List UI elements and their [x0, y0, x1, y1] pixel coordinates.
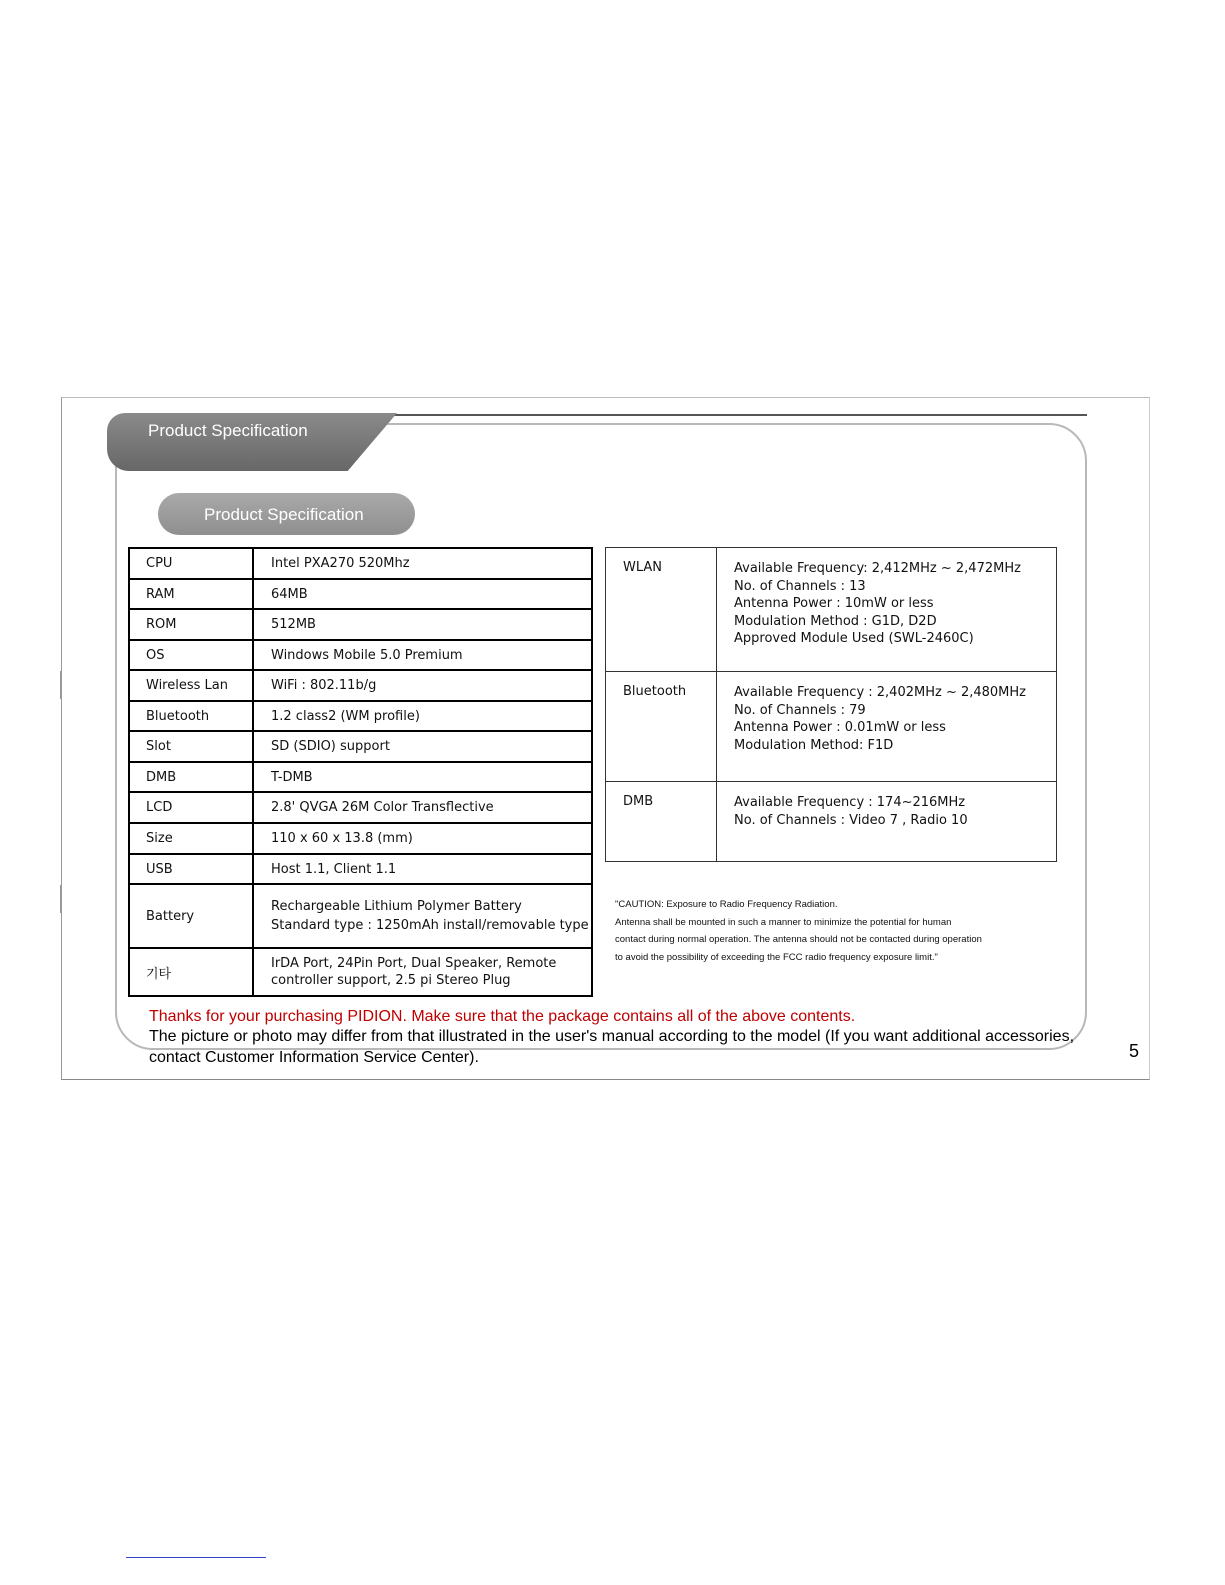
detail-line: No. of Channels : 13 — [734, 578, 866, 594]
spec-label: 기타 — [129, 948, 253, 996]
spec-value: 110 x 60 x 13.8 (mm) — [253, 823, 592, 854]
spec-label: ROM — [129, 609, 253, 640]
table-row — [129, 731, 592, 762]
caution-line: "CAUTION: Exposure to Radio Frequency Radiation. — [615, 899, 838, 910]
spec-label: RAM — [129, 579, 253, 609]
spec-label: Battery — [129, 884, 253, 948]
table-row — [606, 548, 1057, 672]
spec-value: IrDA Port, 24Pin Port, Dual Speaker, Remote controller support, 2.5 pi Stereo Plug — [253, 948, 592, 996]
radio-label: DMB — [606, 782, 717, 862]
table-row — [129, 548, 592, 579]
spec-value: Intel PXA270 520Mhz — [253, 548, 592, 579]
table-row — [129, 792, 592, 823]
spec-label: DMB — [129, 762, 253, 792]
detail-line: Antenna Power : 10mW or less — [734, 596, 934, 611]
table-row — [129, 640, 592, 670]
table-row — [129, 884, 592, 948]
radio-detail — [717, 672, 1057, 782]
spec-value: Windows Mobile 5.0 Premium — [253, 640, 592, 670]
table-row — [129, 579, 592, 609]
detail-line: No. of Channels : Video 7 , Radio 10 — [734, 812, 968, 828]
spec-label: CPU — [129, 548, 253, 579]
model-disclaimer: The picture or photo may differ from that illustrated in the user's manual according to the model (If you want additional accessories, contact Customer Information Service Center). — [149, 1028, 1075, 1066]
section-title: Product Specification — [204, 505, 364, 524]
spec-label: Size — [129, 823, 253, 854]
table-row — [129, 609, 592, 640]
spec-label: USB — [129, 854, 253, 884]
detail-line: Antenna Power : 0.01mW or less — [734, 720, 946, 735]
spec-value: WiFi : 802.11b/g — [253, 670, 592, 701]
table-row — [606, 782, 1057, 862]
detail-line: Modulation Method: F1D — [734, 737, 894, 753]
detail-line: Available Frequency : 174~216MHz — [734, 795, 966, 810]
detail-line: No. of Channels : 79 — [734, 702, 866, 718]
fcc-caution-note — [615, 896, 1030, 966]
spec-label: LCD — [129, 792, 253, 823]
spec-table — [128, 547, 593, 997]
table-row — [606, 672, 1057, 782]
spec-label: Slot — [129, 731, 253, 762]
table-row — [129, 948, 592, 996]
spec-value: 64MB — [253, 579, 592, 609]
caution-line: to avoid the possibility of exceeding the FCC radio frequency exposure limit." — [615, 951, 938, 963]
spec-value-line: Rechargeable Lithium Polymer Battery — [271, 899, 522, 914]
spec-value: Host 1.1, Client 1.1 — [253, 854, 592, 884]
detail-line: Modulation Method : G1D, D2D — [734, 613, 937, 629]
footer-underline — [126, 1557, 266, 1558]
spec-value: SD (SDIO) support — [253, 731, 592, 762]
radio-spec-table — [605, 547, 1057, 862]
spec-value: 2.8' QVGA 26M Color Transflective — [253, 792, 592, 823]
caution-line: Antenna shall be mounted in such a manner to minimize the potential for human — [615, 916, 952, 928]
spec-label: Wireless Lan — [129, 670, 253, 701]
radio-detail — [717, 548, 1057, 672]
spec-value-line: Standard type : 1250mAh install/removable type — [271, 918, 589, 933]
spec-value: T-DMB — [253, 762, 592, 792]
detail-line: Available Frequency : 2,402MHz ~ 2,480MHz — [734, 685, 1026, 700]
spec-value: 1.2 class2 (WM profile) — [253, 701, 592, 731]
radio-label: Bluetooth — [606, 672, 717, 782]
spec-label: OS — [129, 640, 253, 670]
spec-value: 512MB — [253, 609, 592, 640]
table-row — [129, 823, 592, 854]
table-row — [129, 701, 592, 731]
purchase-notice: Thanks for your purchasing PIDION. Make sure that the package contains all of the above contents. — [149, 1008, 856, 1025]
header-rule — [370, 414, 1087, 416]
radio-label: WLAN — [606, 548, 717, 672]
detail-line: Available Frequency: 2,412MHz ~ 2,472MHz — [734, 561, 1021, 576]
spec-label: Bluetooth — [129, 701, 253, 731]
table-row — [129, 854, 592, 884]
header-tab-title: Product Specification — [148, 421, 308, 440]
detail-line: Approved Module Used (SWL-2460C) — [734, 631, 974, 646]
radio-detail — [717, 782, 1057, 862]
table-row — [129, 762, 592, 792]
caution-line: contact during normal operation. The antenna should not be contacted during operation — [615, 934, 982, 945]
page-number: 5 — [1129, 1041, 1140, 1061]
table-row — [129, 670, 592, 701]
spec-value — [253, 884, 592, 948]
